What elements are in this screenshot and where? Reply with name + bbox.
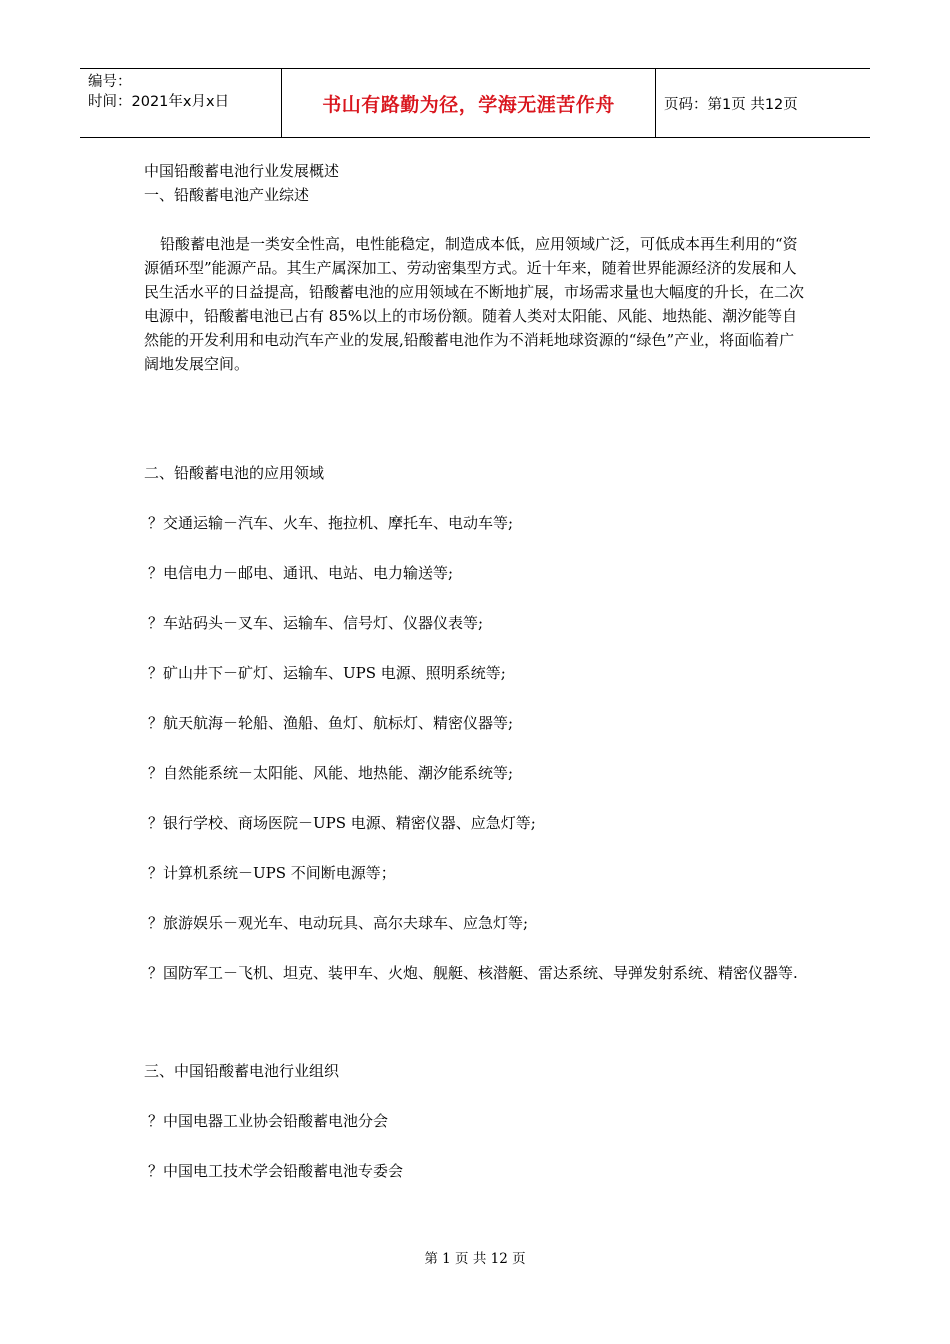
section-heading-1: 一、铅酸蓄电池产业综述 xyxy=(144,186,310,204)
list-item: ？交通运输－汽车、火车、拖拉机、摩托车、电动车等; xyxy=(148,514,514,532)
list-item: ？电信电力－邮电、通讯、电站、电力输送等; xyxy=(148,564,454,582)
page-header xyxy=(80,68,870,138)
list-item: ？国防军工－飞机、坦克、装甲车、火炮、舰艇、核潜艇、雷达系统、导弹发射系统、精密仪器等. xyxy=(148,964,798,982)
document-title: 中国铅酸蓄电池行业发展概述 xyxy=(144,162,340,180)
list-item: ？中国电工技术学会铅酸蓄电池专委会 xyxy=(148,1162,404,1180)
document-body xyxy=(144,159,806,1183)
header-motto-cell xyxy=(281,69,656,137)
motto-text: 书山有路勤为径，学海无涯苦作舟 xyxy=(322,93,615,116)
list-item: ？车站码头－叉车、运输车、信号灯、仪器仪表等; xyxy=(148,614,484,632)
list-item: ？计算机系统－UPS 不间断电源等； xyxy=(148,864,396,882)
list-item: ？自然能系统－太阳能、风能、地热能、潮汐能系统等; xyxy=(148,764,514,782)
header-meta xyxy=(80,69,281,137)
list-item: ？中国电器工业协会铅酸蓄电池分会 xyxy=(148,1112,389,1130)
header-page-code xyxy=(656,69,870,137)
date-label: 时间：2021年x月x日 xyxy=(88,94,230,110)
section-heading-3: 三、中国铅酸蓄电池行业组织 xyxy=(144,1062,340,1080)
page-code-text: 页码：第1页 共12页 xyxy=(664,96,798,113)
number-label: 编号： xyxy=(88,74,132,90)
list-item: ？旅游娱乐－观光车、电动玩具、高尔夫球车、应急灯等; xyxy=(148,914,529,932)
footer-page-number: 第 1 页 共 12 页 xyxy=(424,1251,526,1267)
list-item: ？银行学校、商场医院－UPS 电源、精密仪器、应急灯等; xyxy=(148,814,536,832)
list-item: ？航天航海－轮船、渔船、鱼灯、航标灯、精密仪器等; xyxy=(148,714,514,732)
section-heading-2: 二、铅酸蓄电池的应用领域 xyxy=(144,464,325,482)
page-footer xyxy=(0,1247,950,1267)
section-1-paragraph: 铅酸蓄电池是一类安全性高，电性能稳定，制造成本低，应用领域广泛，可低成本再生利用的“资源循环型”能源产品。其生产属深加工、劳动密集型方式。近十年来，随着世界能源经济的发展和人民生活水平的日益提高，铅酸蓄电池的应用领域在不断地扩展，市场需求量也大幅度的升长，在二次电源中，铅酸蓄电池已占有 85%以上的市场份额。随着人类对太阳能、风能、地热能、潮汐能等自然能的开发利用和电动汽车产业的发展,铅酸蓄电池作为不消耗地球资源的“绿色”产业，将面临着广阔地发展空间。 xyxy=(144,235,805,373)
list-item: ？矿山井下－矿灯、运输车、UPS 电源、照明系统等; xyxy=(148,664,506,682)
